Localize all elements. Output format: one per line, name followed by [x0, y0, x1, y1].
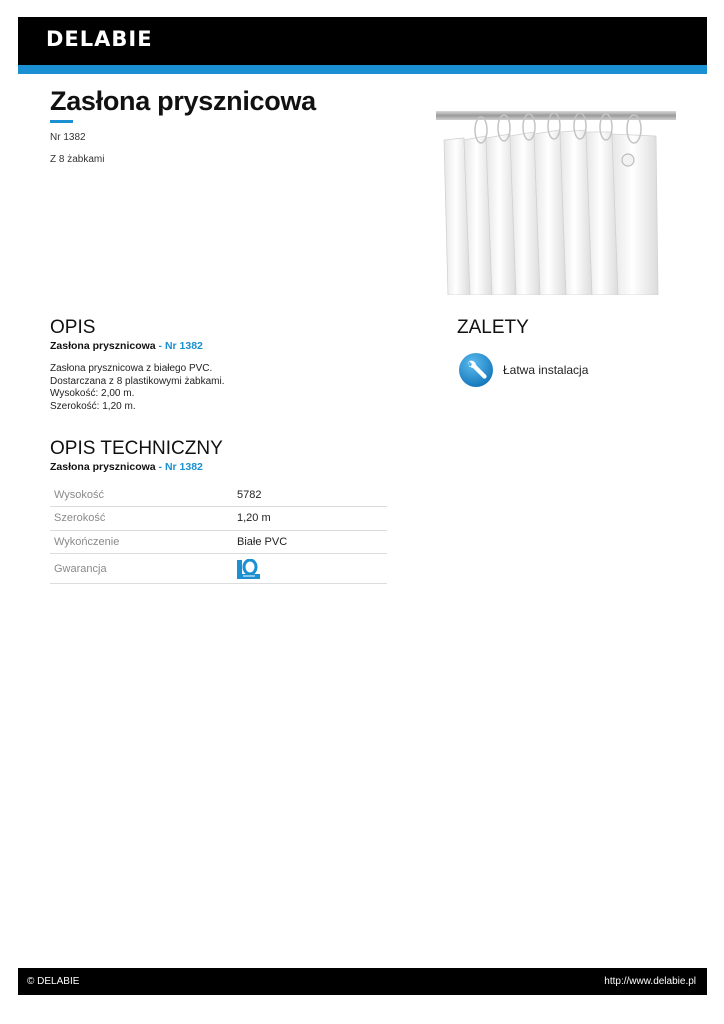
spec-table: [50, 483, 387, 584]
shower-curtain-image: [436, 100, 676, 295]
header-accent-stripe: [18, 65, 707, 74]
spec-key: Gwarancja: [50, 554, 237, 584]
opis-subheading: [50, 340, 203, 352]
title-underline: [50, 120, 73, 123]
opis-sub-ref: - Nr 1382: [155, 340, 203, 352]
tech-sub-ref: - Nr 1382: [155, 461, 203, 473]
delabie-logo: DELABIE: [46, 27, 153, 51]
tech-heading: OPIS TECHNICZNY: [50, 438, 223, 459]
spec-key: Szerokość: [50, 507, 237, 531]
product-subtitle: Z 8 żabkami: [50, 154, 105, 165]
footer-url-link[interactable]: http://www.delabie.pl: [604, 976, 696, 987]
product-ref: Nr 1382: [50, 132, 86, 143]
desc-line: Zasłona prysznicowa z białego PVC.: [50, 363, 213, 374]
table-row: [50, 530, 387, 554]
spec-value: 1,20 m: [237, 507, 387, 531]
spec-value: Białe PVC: [237, 530, 387, 554]
header-bar: [18, 17, 707, 65]
guarantee-10-years-icon: [237, 559, 260, 579]
desc-line: Szerokość: 1,20 m.: [50, 400, 136, 412]
spec-key: Wysokość: [50, 483, 237, 507]
spec-value: 5782: [237, 483, 387, 507]
footer-bar: [18, 968, 707, 995]
opis-heading: OPIS: [50, 317, 96, 338]
table-row: [50, 483, 387, 507]
footer-copyright: © DELABIE: [27, 976, 80, 987]
spec-key: Wykończenie: [50, 530, 237, 554]
desc-line: Wysokość: 2,00 m.: [50, 388, 135, 399]
spec-value: [237, 554, 387, 584]
table-row: [50, 507, 387, 531]
tech-subheading: [50, 461, 203, 473]
wrench-icon: [458, 352, 494, 388]
advantage-label: Łatwa instalacja: [503, 363, 589, 377]
zalety-heading: ZALETY: [457, 317, 529, 338]
desc-line: Dostarczana z 8 plastikowymi żabkami.: [50, 375, 225, 387]
page-title: Zasłona prysznicowa: [50, 86, 316, 116]
tech-sub-name: Zasłona prysznicowa: [50, 461, 156, 473]
table-row: [50, 554, 387, 584]
opis-sub-name: Zasłona prysznicowa: [50, 340, 156, 352]
opis-description: [50, 363, 225, 413]
